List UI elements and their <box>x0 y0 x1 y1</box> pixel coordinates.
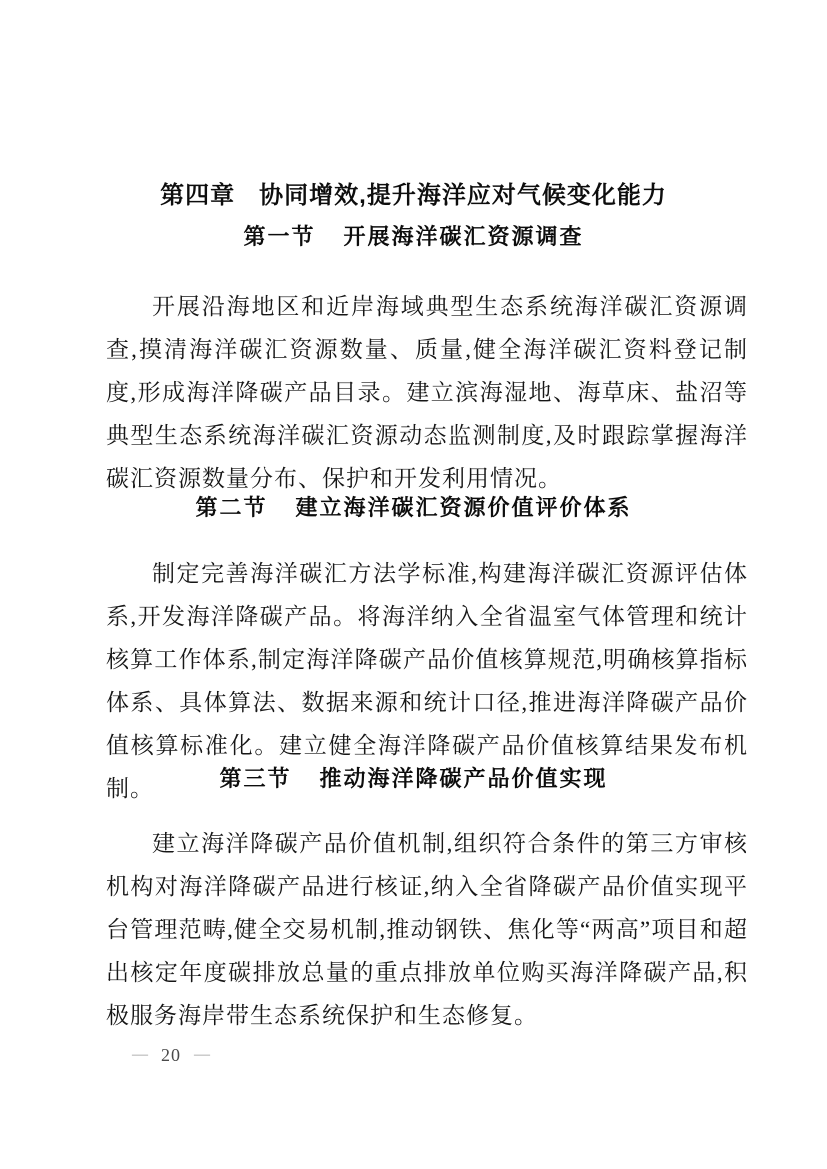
section-1-heading-title: 开展海洋碳汇资源调查 <box>343 224 584 249</box>
chapter-title <box>0 182 827 210</box>
section-2-heading-label: 第二节 <box>195 495 268 520</box>
section-2-heading-title: 建立海洋碳汇资源价值评价体系 <box>295 495 632 520</box>
section-3-heading-title: 推动海洋降碳产品价值实现 <box>319 766 608 791</box>
chapter-title-text: 协同增效,提升海洋应对气候变化能力 <box>259 182 667 209</box>
section-2-heading <box>0 495 827 521</box>
section-3-heading <box>0 766 827 792</box>
section-1-paragraph: 开展沿海地区和近岸海域典型生态系统海洋碳汇资源调查,摸清海洋碳汇资源数量、质量,健全海洋碳汇资料登记制度,形成海洋降碳产品目录。建立滨海湿地、海草床、盐沼等典型生态系统海洋碳汇资源动态监测制度,及时跟踪掌握海洋碳汇资源数量分布、保护和开发利用情况。 <box>106 294 748 491</box>
section-3-paragraph: 建立海洋降碳产品价值机制,组织符合条件的第三方审核机构对海洋降碳产品进行核证,纳入全省降碳产品价值实现平台管理范畴,健全交易机制,推动钢铁、焦化等“两高”项目和超出核定年度碳排放总量的重点排放单位购买海洋降碳产品,积极服务海岸带生态系统保护和生态修复。 <box>106 831 748 1028</box>
chapter-number: 第四章 <box>160 182 236 209</box>
section-2-paragraph: 制定完善海洋碳汇方法学标准,构建海洋碳汇资源评估体系,开发海洋降碳产品。将海洋纳入全省温室气体管理和统计核算工作体系,制定海洋降碳产品价值核算规范,明确核算指标体系、具体算法、数据来源和统计口径,推进海洋降碳产品价值核算标准化。建立健全海洋降碳产品价值核算结果发布机制。 <box>106 561 748 801</box>
section-1-heading <box>0 224 827 250</box>
page-footer <box>132 1044 210 1066</box>
section-3-heading-label: 第三节 <box>219 766 292 791</box>
section-1-heading-label: 第一节 <box>243 224 316 249</box>
footer-dash-right: — <box>194 1046 210 1063</box>
footer-dash-left: — <box>132 1046 148 1063</box>
page-number: 20 <box>161 1045 181 1065</box>
